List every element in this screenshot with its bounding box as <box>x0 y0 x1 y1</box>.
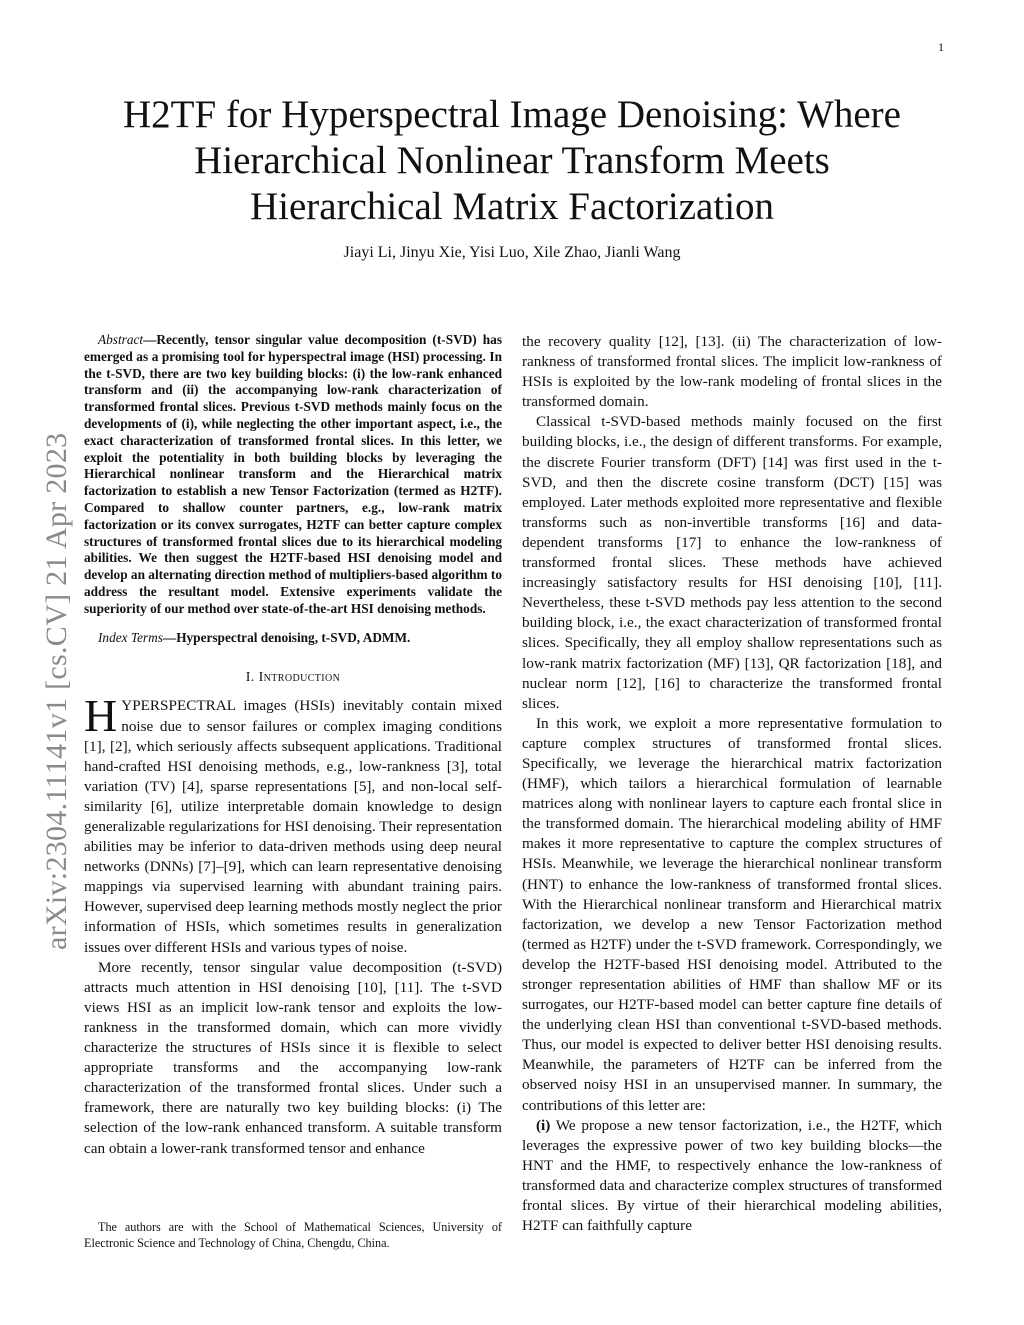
index-terms-label: Index Terms <box>98 629 163 645</box>
index-terms-text: —Hyperspectral denoising, t-SVD, ADMM. <box>162 629 411 645</box>
abstract <box>84 332 502 618</box>
abstract-text: —Recently, tensor singular value decomposition (t-SVD) has emerged as a promising tool for hyperspectral image (HSI) processing. In the t-SVD, there are two key building blocks: (i) the low-rank enhanced transform and (ii) the accompanying low-rank characterization of transformed frontal slices. Previous t-SVD methods mainly focus on the developments of (i), while neglecting the other important aspect, i.e., the exact characterization of transformed frontal slices. In this letter, we exploit the potentiality in both building blocks by leveraging the Hierarchical nonlinear transform and the Hierarchical matrix factorization to establish a new Tensor Factorization (termed as H2TF). Compared to shallow counter partners, e.g., low-rank matrix factorization or its convex surrogates, H2TF can better capture complex structures of transformed frontal slices due to its hierarchical modeling abilities. We then suggest the H2TF-based HSI denoising model and develop an alternating direction method of multipliers-based algorithm to address the resultant model. Extensive experiments validate the superiority of our method over state-of-the-art HSI denoising methods. <box>84 332 502 616</box>
right-column <box>522 332 942 1236</box>
contribution-marker: (i) <box>536 1116 551 1134</box>
abstract-label: Abstract <box>98 332 144 347</box>
page-number: 1 <box>938 40 944 54</box>
footnote <box>84 1220 502 1251</box>
title-line-2: Hierarchical Nonlinear Transform Meets <box>194 139 830 182</box>
right-paragraph-4 <box>522 1116 942 1237</box>
dropcap: H <box>84 690 118 742</box>
right-paragraph-3: In this work, we exploit a more representative formulation to capture complex structures of transformed frontal slices. Specifically, we leverage the hierarchical matrix factorization (HMF), which tailors a hierarchical formulation of learnable matrices along with nonlinear layers to capture each frontal slice in the transformed domain. The hierarchical modeling ability of HMF makes it more representative to capture the complex structures of HSIs. Meanwhile, we leverage the hierarchical nonlinear transform (HNT) to enhance the low-rankness of transformed frontal slices. With the Hierarchical nonlinear transform and Hierarchical matrix factorization, we develop a new Tensor Factorization method (termed as H2TF) under the t-SVD framework. Correspondingly, we develop the H2TF-based HSI denoising model. Attributed to the stronger representation abilities of HMF than shallow MF or its surrogates, our H2TF-based model can better capture fine details of the underlying clean HSI than conventional t-SVD-based methods. Thus, our model is expected to deliver better HSI denoising results. Meanwhile, the parameters of H2TF can be inferred from the observed noisy HSI in an unsupervised manner. In summary, the contributions of this letter are: <box>522 714 942 1114</box>
section-heading-introduction: I. Introduction <box>245 670 341 686</box>
intro-paragraph-1-text: YPERSPECTRAL images (HSIs) inevitably contain mixed noise due to sensor failures or complex imaging conditions [1], [2], which seriously affects subsequent applications. Traditional hand-crafted HSI denoising methods, e.g., low-rankness [3], total variation (TV) [4], sparse representations [5], and non-local self-similarity [6], utilize interpretable domain knowledge to design generalizable regularizations for HSI denoising. Their representation abilities may be inferior to data-driven methods using deep neural networks (DNNs) [7]–[9], which can learn representative denoising mappings via supervised learning with abundant training pairs. However, supervised deep learning methods mostly neglect the prior information of HSIs, which sometimes results in generalization issues over different HSIs and various types of noise. <box>84 697 502 956</box>
intro-paragraph-1 <box>84 690 502 957</box>
footnote-text: The authors are with the School of Mathematical Sciences, University of Electronic Science and Technology of China, Chengdu, China. <box>84 1220 502 1250</box>
author-list: Jiayi Li, Jinyu Xie, Yisi Luo, Xile Zhao, Jianli Wang <box>343 244 681 261</box>
arxiv-identifier: arXiv:2304.11141v1 [cs.CV] 21 Apr 2023 <box>40 432 73 950</box>
title-line-1: H2TF for Hyperspectral Image Denoising: Where <box>123 93 901 136</box>
title-line-3: Hierarchical Matrix Factorization <box>249 185 775 228</box>
right-paragraph-1: the recovery quality [12], [13]. (ii) The characterization of low-rankness of transformed frontal slices. The implicit low-rankness of HSIs is exploited by the low-rank modeling of frontal slices in the transformed domain. <box>522 333 942 411</box>
index-terms <box>84 630 502 647</box>
right-paragraph-2: Classical t-SVD-based methods mainly focused on the first building blocks, i.e., the design of different transforms. For example, the discrete Fourier transform (DFT) [14] was first used in the t-SVD, and then the discrete cosine transform (DCT) [15] was employed. Later methods exploited more representative and flexible transforms such as non-invertible transforms [16] and data-dependent transforms [17] to enhance the low-rankness of transformed frontal slices. These methods have achieved increasingly satisfactory results for HSI denoising [10], [11]. Nevertheless, these t-SVD methods pay less attention to the second building block, i.e., the exact characterization of transformed frontal slices. Specifically, they all employ shallow representations such as low-rank matrix factorization (MF) [13], QR factorization [18], and nuclear norm [12], [16] to characterize the transformed frontal slices. <box>522 413 942 712</box>
paper-title <box>80 92 944 230</box>
right-paragraph-4-text: We propose a new tensor factorization, i.e., the H2TF, which leverages the expressive power of two key building blocks—the HNT and the HMF, to respectively enhance the low-rankness of transformed data and characterize complex structures of transformed frontal slices. By virtue of their hierarchical modeling abilities, H2TF can faithfully capture <box>522 1116 942 1235</box>
left-column <box>84 332 502 1159</box>
intro-paragraph-2: More recently, tensor singular value decomposition (t-SVD) attracts much attention in HSI denoising [10], [11]. The t-SVD views HSI as an implicit low-rank tensor and exploits the low-rankness in the transformed domain, which can more vividly characterize the structures of HSIs since it is flexible to select appropriate transforms and the accompanying low-rank characterization of the transformed frontal slices. Under such a framework, there are naturally two key building blocks: (i) The selection of the low-rank enhanced transform. A suitable transform can obtain a lower-rank transformed tensor and enhance <box>84 958 502 1157</box>
